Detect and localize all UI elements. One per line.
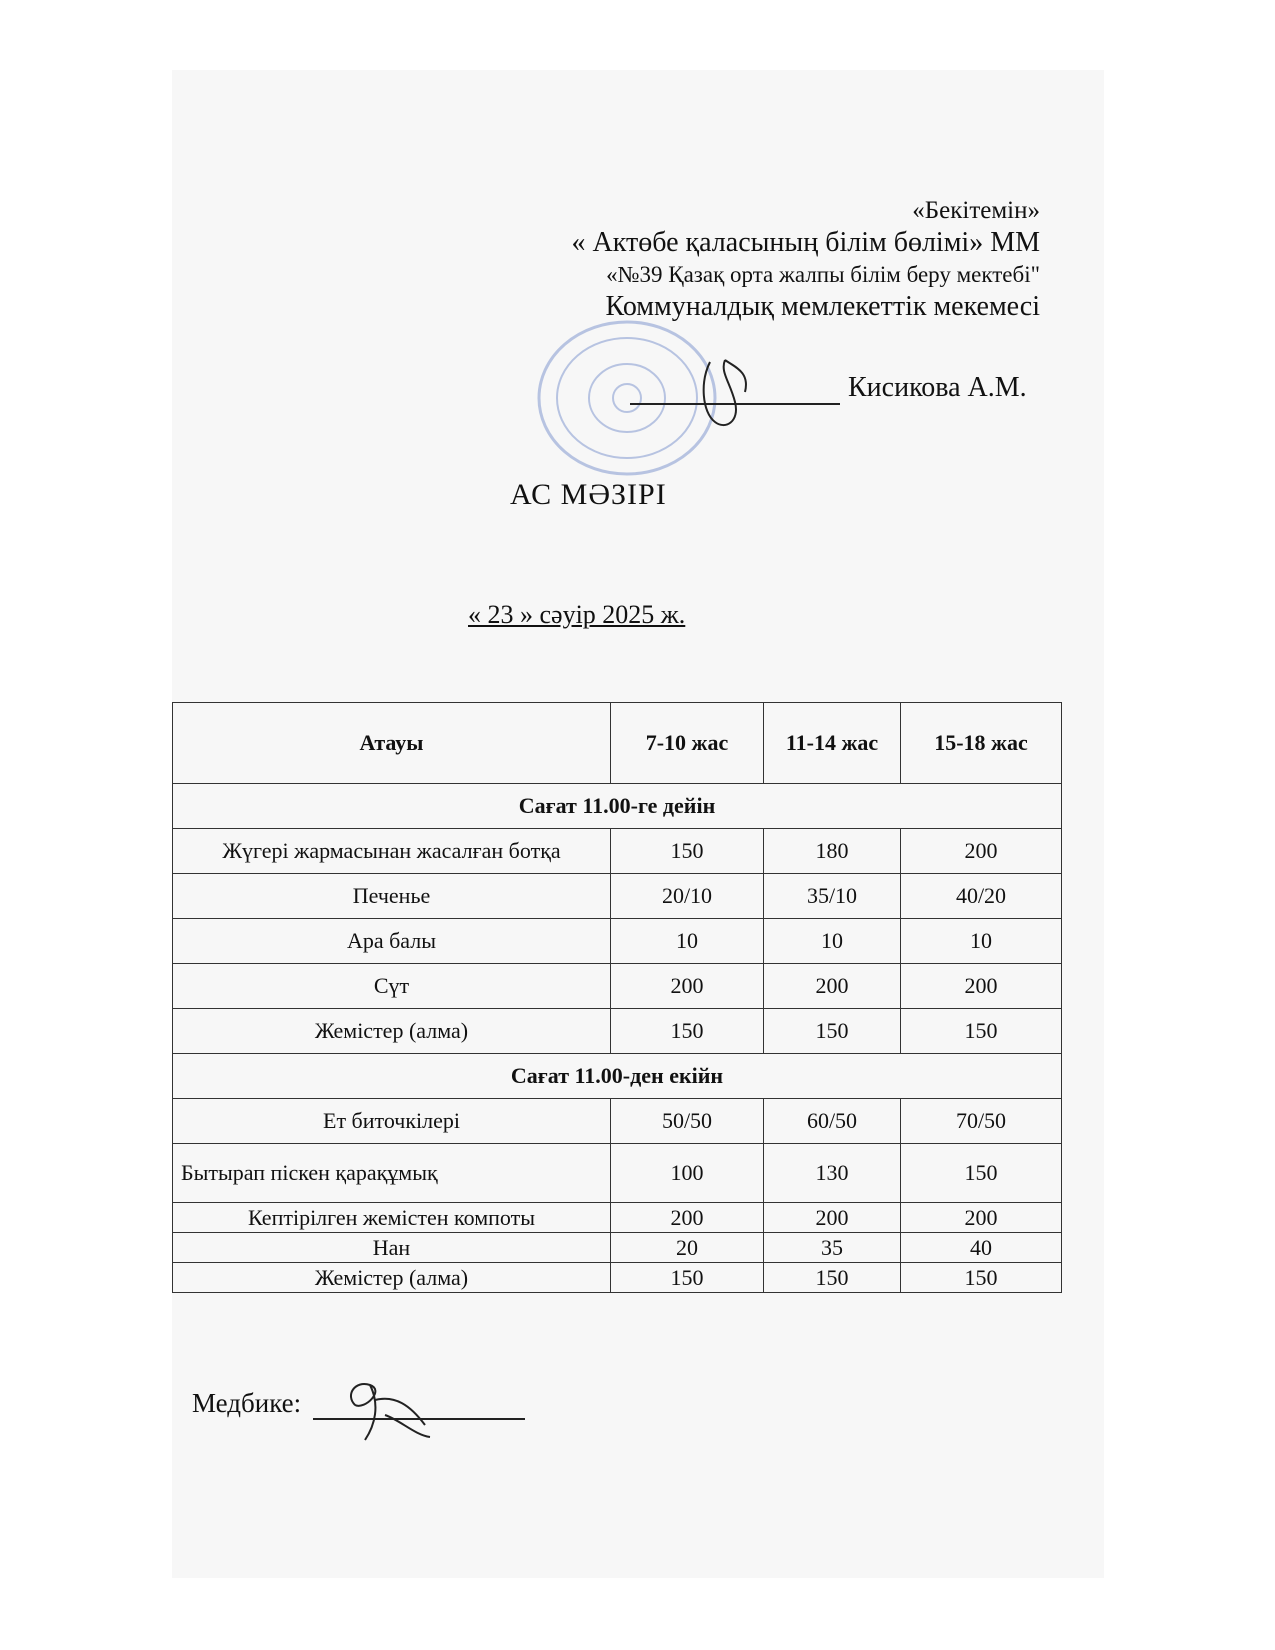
approval-block: [572, 195, 1040, 323]
portion-7-10: 10: [611, 919, 764, 964]
dish-name: Ара балы: [173, 919, 611, 964]
portion-15-18: 10: [901, 919, 1062, 964]
table-row: [173, 1009, 1062, 1054]
department-name: « Актөбе қаласының білім бөлімі» ММ: [571, 227, 1040, 258]
section-before-11: Сағат 11.00-ге дейін: [173, 784, 1062, 829]
portion-15-18: 40/20: [901, 874, 1062, 919]
portion-11-14: 130: [764, 1144, 901, 1203]
portion-11-14: 200: [764, 964, 901, 1009]
table-row: [173, 1099, 1062, 1144]
portion-15-18: 70/50: [901, 1099, 1062, 1144]
table-row: [173, 1233, 1062, 1263]
portion-11-14: 200: [764, 1203, 901, 1233]
table-row: [173, 964, 1062, 1009]
portion-7-10: 100: [611, 1144, 764, 1203]
col-header-name: Атауы: [173, 703, 611, 784]
dish-name: Жемістер (алма): [173, 1009, 611, 1054]
portion-15-18: 200: [901, 1203, 1062, 1233]
dish-name: Печенье: [173, 874, 611, 919]
portion-7-10: 150: [611, 1009, 764, 1054]
portion-11-14: 150: [764, 1009, 901, 1054]
col-header-7-10: 7-10 жас: [611, 703, 764, 784]
portion-7-10: 20: [611, 1233, 764, 1263]
portion-11-14: 150: [764, 1263, 901, 1293]
portion-7-10: 150: [611, 829, 764, 874]
portion-15-18: 150: [901, 1263, 1062, 1293]
dish-name: Ет биточкілері: [173, 1099, 611, 1144]
dish-name: Нан: [173, 1233, 611, 1263]
section-after-11: Сағат 11.00-ден екійн: [173, 1054, 1062, 1099]
portion-7-10: 20/10: [611, 874, 764, 919]
portion-15-18: 200: [901, 964, 1062, 1009]
table-row: [173, 829, 1062, 874]
portion-11-14: 35/10: [764, 874, 901, 919]
director-signature: [690, 352, 760, 432]
portion-11-14: 60/50: [764, 1099, 901, 1144]
organization-type: Коммуналдық мемлекеттік мекемесі: [605, 291, 1040, 322]
portion-15-18: 40: [901, 1233, 1062, 1263]
table-row: [173, 1203, 1062, 1233]
portion-15-18: 200: [901, 829, 1062, 874]
portion-11-14: 35: [764, 1233, 901, 1263]
portion-7-10: 50/50: [611, 1099, 764, 1144]
portion-7-10: 150: [611, 1263, 764, 1293]
portion-15-18: 150: [901, 1009, 1062, 1054]
portion-15-18: 150: [901, 1144, 1062, 1203]
nurse-signature: [325, 1365, 435, 1445]
dish-name: Кептірілген жемістен компоты: [173, 1203, 611, 1233]
portion-11-14: 180: [764, 829, 901, 874]
table-header-row: [173, 703, 1062, 784]
section-row: [173, 784, 1062, 829]
school-name: «№39 Қазақ орта жалпы білім беру мектебі": [606, 262, 1040, 287]
table-row: [173, 1263, 1062, 1293]
menu-date: « 23 » сәуір 2025 ж.: [468, 600, 686, 629]
table-row: [173, 1144, 1062, 1203]
dish-name: Бытырап піскен қарақұмық: [173, 1144, 611, 1203]
table-row: [173, 919, 1062, 964]
portion-7-10: 200: [611, 1203, 764, 1233]
menu-table: [172, 702, 1062, 1293]
col-header-11-14: 11-14 жас: [764, 703, 901, 784]
dish-name: Жемістер (алма): [173, 1263, 611, 1293]
portion-7-10: 200: [611, 964, 764, 1009]
approve-label: «Бекітемін»: [912, 197, 1040, 224]
table-row: [173, 874, 1062, 919]
section-row: [173, 1054, 1062, 1099]
dish-name: Жүгері жармасынан жасалған ботқа: [173, 829, 611, 874]
dish-name: Сүт: [173, 964, 611, 1009]
portion-11-14: 10: [764, 919, 901, 964]
page-title: АС МӘЗІРІ: [510, 478, 667, 511]
nurse-label: Медбике:: [192, 1388, 302, 1418]
signer-name: Кисикова А.М.: [848, 372, 1027, 403]
col-header-15-18: 15-18 жас: [901, 703, 1062, 784]
